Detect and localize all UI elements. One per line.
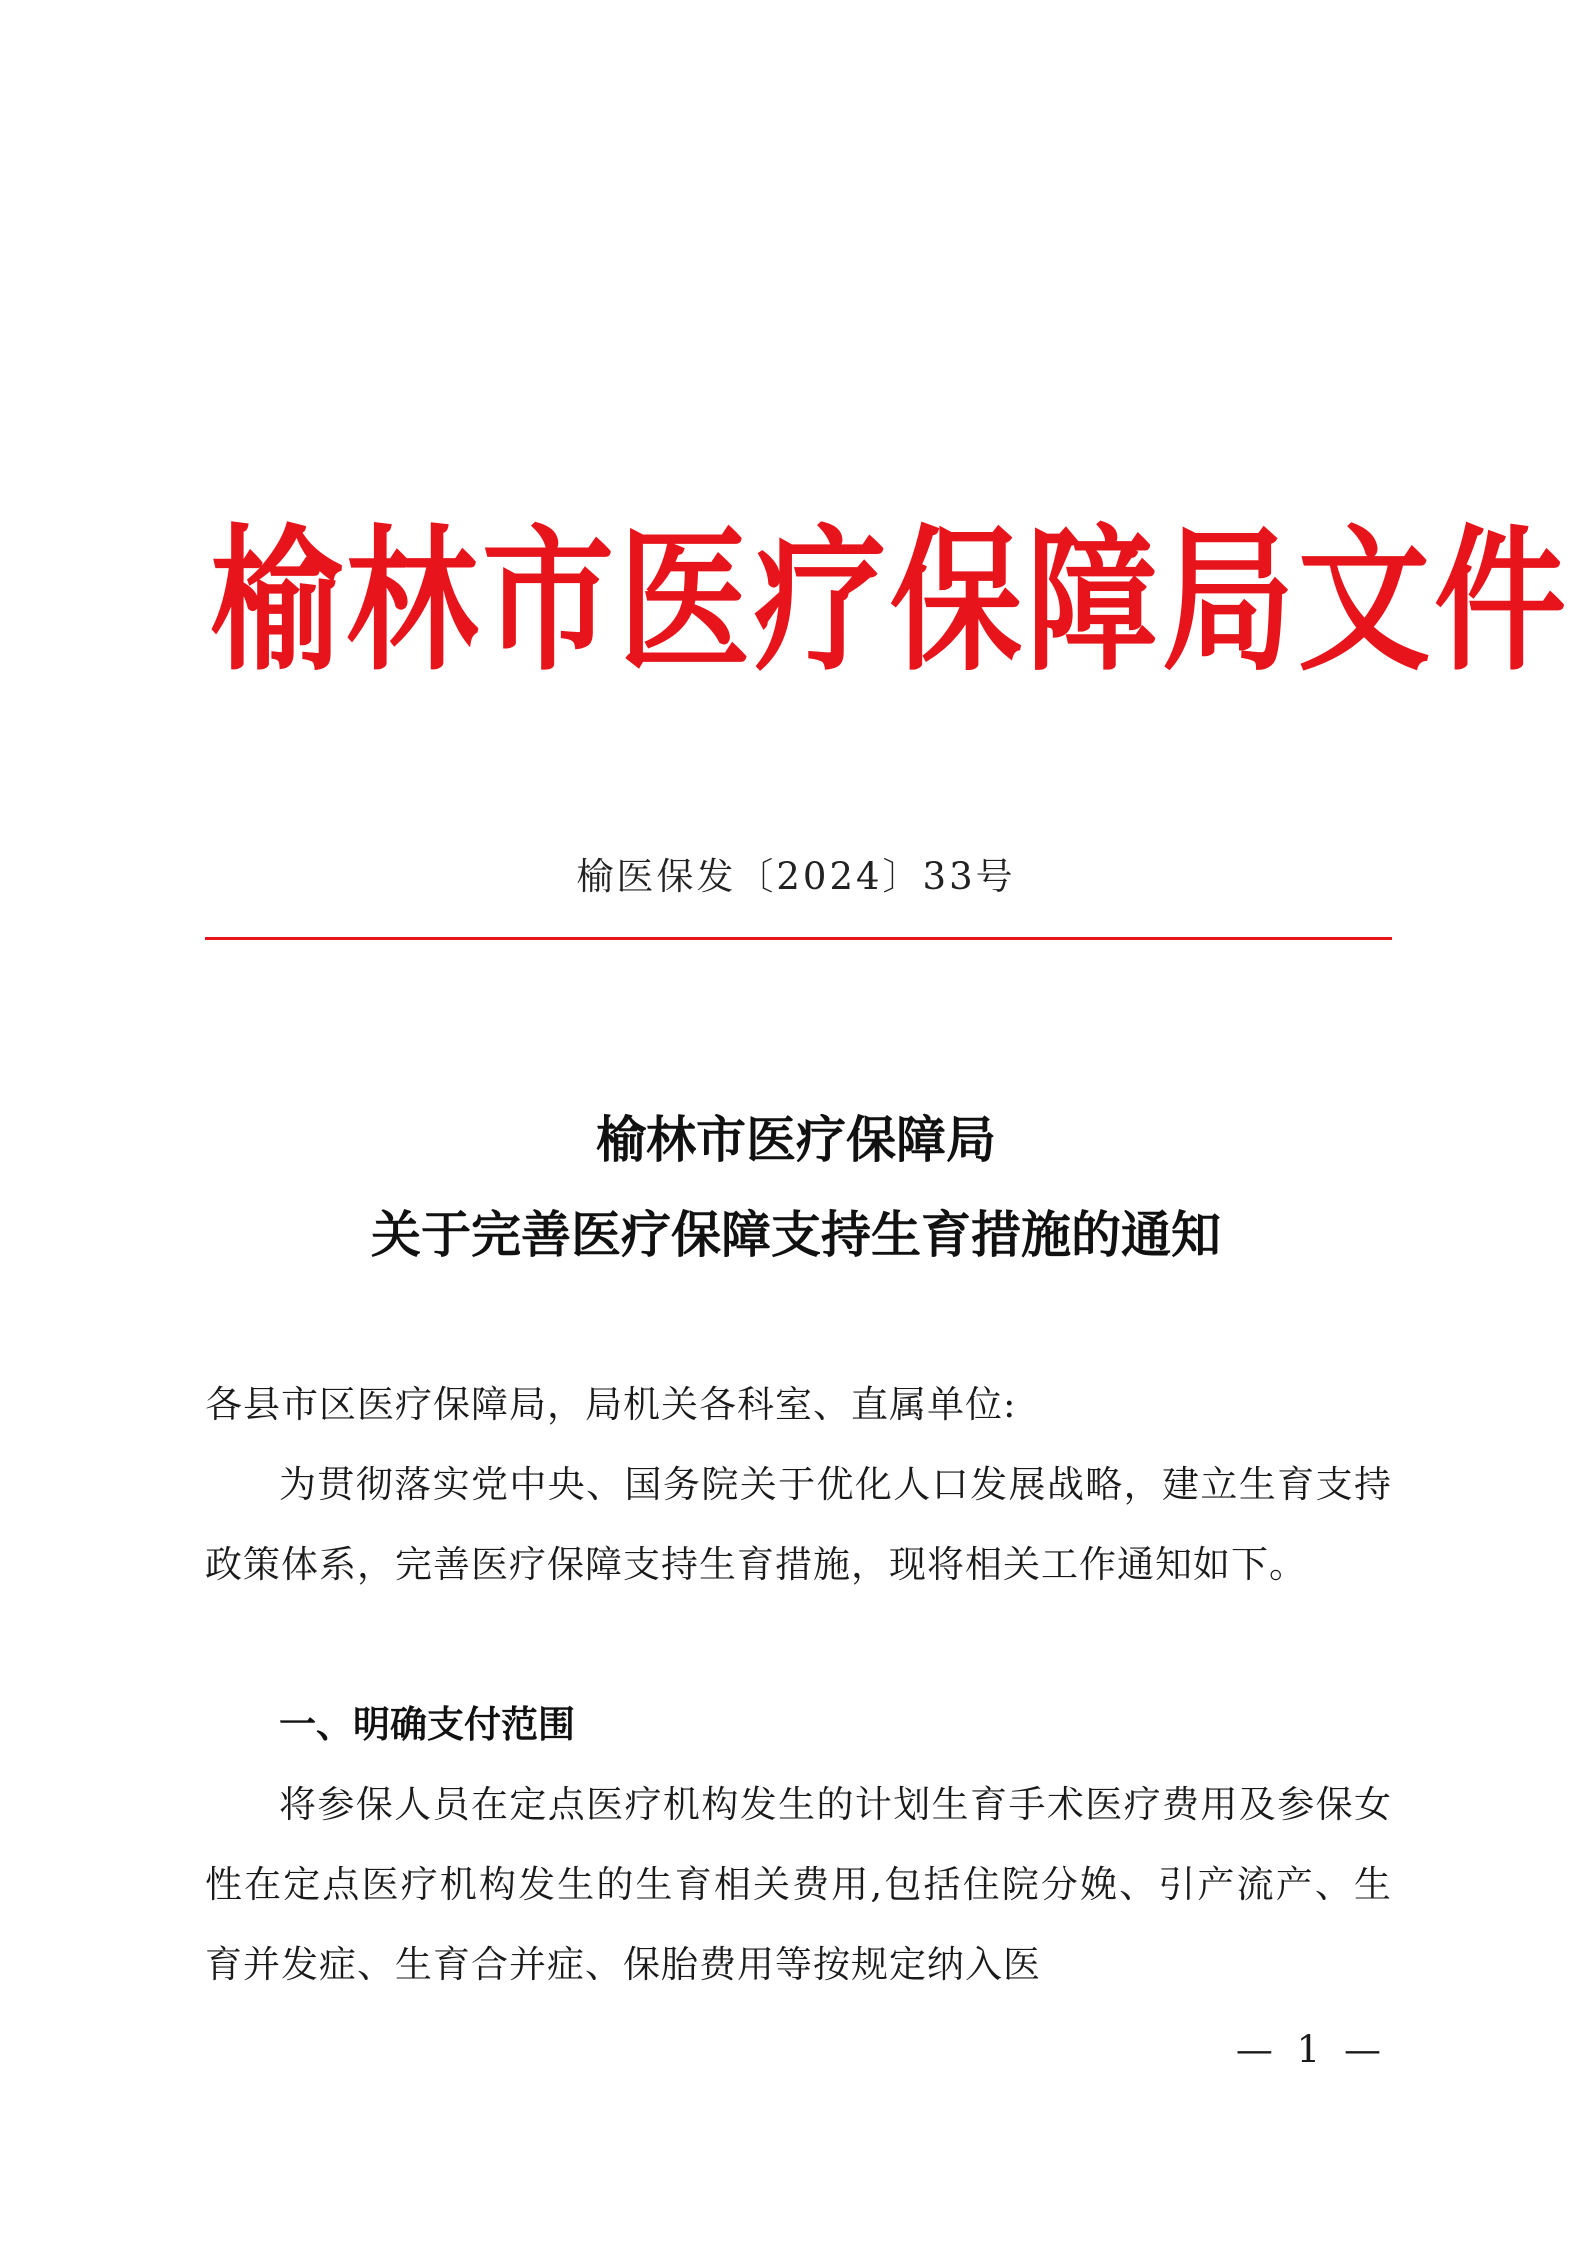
salutation: 各县市区医疗保障局，局机关各科室、直属单位: xyxy=(205,1383,1017,1426)
paragraph-section-1: 将参保人员在定点医疗机构发生的计划生育手术医疗费用及参保女性在定点医疗机构发生的生育相关费用,包括住院分娩、引产流产、生育并发症、生育合并症、保胎费用等按规定纳入医 xyxy=(205,1783,1392,1986)
section-heading-1: 一、明确支付范围 xyxy=(279,1703,575,1746)
red-divider-line xyxy=(205,937,1392,940)
paragraph-intro: 为贯彻落实党中央、国务院关于优化人口发展战略，建立生育支持政策体系，完善医疗保障支持生育措施，现将相关工作通知如下。 xyxy=(205,1463,1392,1586)
document-number: 榆医保发〔2024〕33号 xyxy=(576,855,1016,898)
document-header-title: 榆林市医疗保障局文件 xyxy=(210,511,1570,693)
document-title-line-2: 关于完善医疗保障支持生育措施的通知 xyxy=(371,1206,1221,1264)
page-number: — 1 — xyxy=(1235,2028,1387,2071)
document-title-line-1: 榆林市医疗保障局 xyxy=(596,1111,996,1169)
